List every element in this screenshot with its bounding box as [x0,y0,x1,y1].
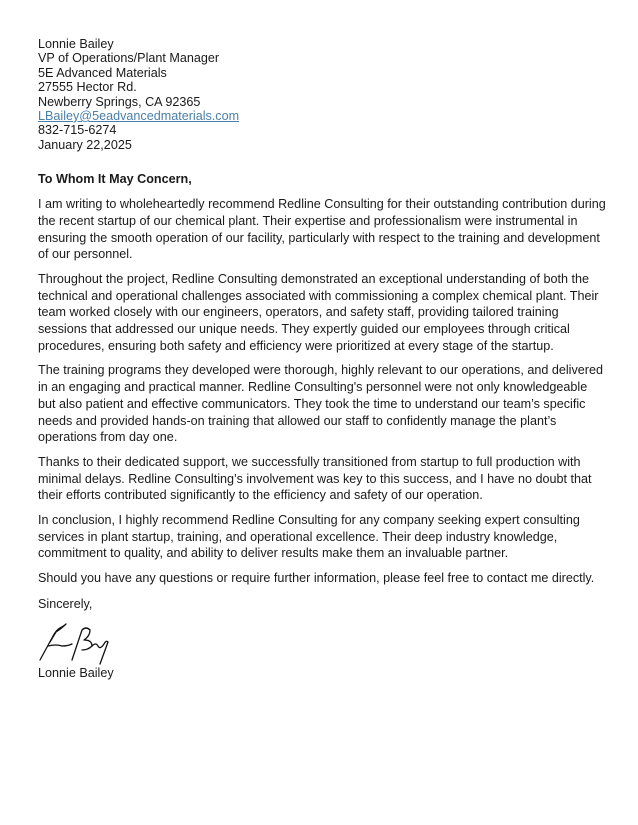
sender-name: Lonnie Bailey [38,37,114,51]
sender-title: VP of Operations/Plant Manager [38,51,220,66]
sender-company: 5E Advanced Materials [38,65,167,80]
signer-name: Lonnie Bailey [38,665,114,680]
handwritten-signature-icon [38,616,128,666]
sender-email-link[interactable]: LBailey@5eadvancedmaterials.com [38,108,240,123]
body-paragraph: Should you have any questions or require further information, please feel free to contact me directly. [38,571,595,586]
sender-address-block [38,37,608,152]
body-paragraph: Thanks to their dedicated support, we successfully transitioned from startup to full production with minimal delays. Redline Consulting’s involvement was key to this success, and I have no doubt that their efforts contributed significantly to the efficiency and safety of our operation. [38,454,592,503]
body-paragraph: I am writing to wholeheartedly recommend Redline Consulting for their outstanding contribution during the recent startup of our chemical plant. Their expertise and professionalism were instrumental in ensuring the smooth operation of our facility, particularly with respect to the training and development of our personnel. [38,197,606,262]
signature-image [38,616,608,666]
sender-city-state-zip: Newberry Springs, CA 92365 [38,94,201,109]
letter-date: January 22,2025 [38,137,132,152]
body-paragraph: The training programs they developed were thorough, highly relevant to our operations, and delivered in an engaging and practical manner. Redline Consulting's personnel were not only knowledgeable but also patient and effective communicators. They took the time to understand our team’s specific needs and provided hands-on training that allowed our staff to confidently manage the plant’s operations from day one. [38,363,603,445]
body-paragraph: In conclusion, I highly recommend Redline Consulting for any company seeking expert consulting services in plant startup, training, and operational excellence. Their deep industry knowledge, commitment to quality, and ability to deliver results make them an invaluable partner. [38,513,580,561]
closing: Sincerely, [38,596,93,611]
body-paragraph: Throughout the project, Redline Consulting demonstrated an exceptional understanding of both the technical and operational challenges associated with commissioning a complex chemical plant. Their team worked closely with our engineers, operators, and safety staff, providing tailored training sessions that addressed our unique needs. They expertly guided our employees through critical procedures, ensuring both safety and efficiency were prioritized at every stage of the startup. [38,271,599,353]
letter-page [38,37,608,681]
salutation: To Whom It May Concern, [38,172,192,187]
sender-street: 27555 Hector Rd. [38,80,137,95]
sender-phone: 832-715-6274 [38,123,117,138]
